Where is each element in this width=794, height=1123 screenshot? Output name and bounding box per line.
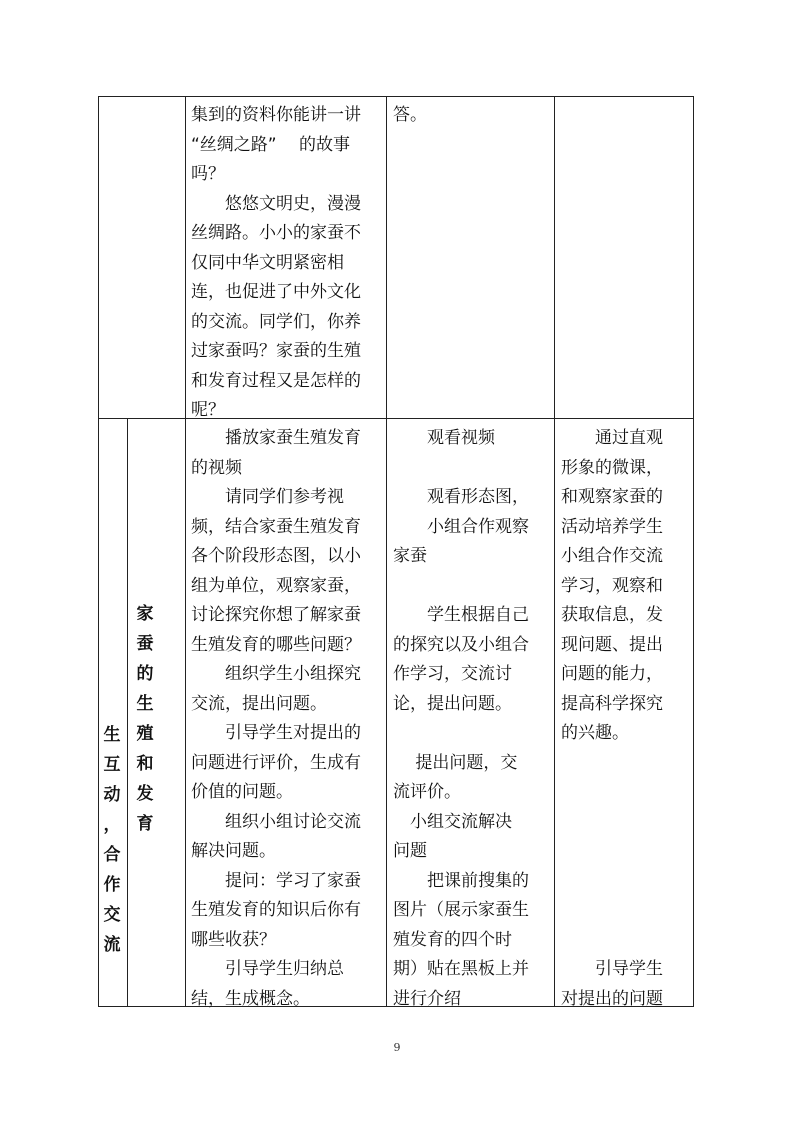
vertical-char: 互: [103, 755, 121, 775]
text-line: 引导学生归纳总: [191, 959, 344, 979]
vertical-char: 动: [103, 785, 121, 805]
text-line: 和观察家蚕的: [561, 487, 663, 507]
vertical-char: 家: [136, 604, 154, 624]
vertical-char: 发: [136, 784, 154, 804]
text-line: 生殖发育的知识后你有: [191, 900, 361, 920]
text-line: 仅同中华文明紧密相: [191, 252, 344, 273]
text-line: 问题的能力，: [561, 664, 663, 684]
text-line: 悠悠文明史，漫漫: [191, 193, 361, 214]
text-line: 组为单位，观察家蚕，: [191, 575, 361, 596]
lesson-table: [98, 96, 694, 1007]
vertical-char: 生: [103, 725, 121, 745]
text-line: 播放家蚕生殖发育: [191, 428, 361, 448]
vertical-char: 殖: [136, 724, 154, 744]
text-line: 现问题、提出: [561, 634, 663, 655]
text-line: 问题进行评价，生成有: [191, 752, 361, 773]
vertical-char: 蚕: [136, 634, 154, 654]
vertical-char: ，: [103, 815, 121, 835]
text-line: 吗？: [191, 164, 225, 184]
text-line: 学习，观察和: [561, 575, 663, 596]
text-line: 结，生成概念。: [191, 988, 310, 1009]
text-line: 问题: [393, 841, 427, 861]
text-line: 引导学生对提出的: [191, 723, 361, 743]
text-line: 观看形态图，: [393, 487, 529, 507]
text-line: 提问：学习了家蚕: [191, 870, 361, 891]
text-line: 组织学生小组探究: [191, 664, 361, 684]
text-line: [561, 926, 691, 956]
text-line: 活动培养学生: [561, 516, 663, 537]
row2-teacher-activity: [191, 424, 383, 1014]
text-line: 哪些收获？: [191, 929, 276, 950]
text-line: 的视频: [191, 457, 242, 478]
vertical-char: 合: [103, 845, 121, 865]
text-line: 获取信息，发: [561, 605, 663, 625]
text-line: 家蚕: [393, 546, 427, 566]
text-line: 把课前搜集的: [393, 870, 529, 891]
text-line: [561, 837, 691, 867]
text-line: 提高科学探究: [561, 693, 663, 714]
text-line: 连，也促进了中外文化: [191, 282, 361, 302]
row2-design-intent: [561, 424, 691, 1014]
text-line: 论，提出问题。: [393, 693, 512, 714]
row1-teacher-activity: [191, 101, 383, 426]
row1-student-activity: [393, 101, 551, 131]
row-divider: [99, 418, 693, 419]
text-line: [393, 719, 551, 749]
text-line: [393, 572, 551, 602]
text-line: [561, 896, 691, 926]
text-line: 和发育过程又是怎样的: [191, 370, 361, 391]
text-line: 答。: [393, 105, 427, 125]
text-line: 的交流。同学们，你养: [191, 311, 361, 332]
text-line: [393, 454, 551, 484]
text-line: 的兴趣。: [561, 723, 629, 743]
text-line: 进行介绍: [393, 988, 461, 1009]
text-line: 请同学们参考视: [191, 487, 344, 507]
text-line: 小组合作观察: [393, 516, 529, 537]
text-line: 频，结合家蚕生殖发育: [191, 516, 361, 537]
vertical-char: 育: [136, 814, 154, 834]
text-line: 流评价。: [393, 782, 461, 802]
text-line: 各个阶段形态图，以小: [191, 546, 361, 566]
vertical-char: 作: [103, 875, 121, 895]
text-line: 学生根据自己: [393, 605, 529, 625]
text-line: 小组交流解决: [393, 811, 512, 832]
text-line: [561, 808, 691, 838]
vertical-char: 的: [136, 664, 154, 684]
row2-stage-label: [101, 720, 123, 960]
text-line: 观看视频: [393, 428, 495, 448]
text-line: 期）贴在黑板上并: [393, 959, 529, 979]
vertical-char: 和: [136, 754, 154, 774]
col-divider-2: [386, 97, 387, 1006]
vertical-char: 流: [103, 935, 121, 955]
text-line: [561, 778, 691, 808]
text-line: 的探究以及小组合: [393, 634, 529, 655]
row2-topic-label: [134, 599, 156, 839]
text-line: 殖发育的四个时: [393, 929, 512, 950]
stage-topic-divider: [127, 418, 128, 1006]
text-line: 作学习，交流讨: [393, 664, 512, 684]
text-line: 对提出的问题: [561, 988, 663, 1009]
text-line: 形象的微课，: [561, 457, 663, 478]
text-line: 过家蚕吗？家蚕的生殖: [191, 341, 361, 361]
text-line: 通过直观: [561, 428, 663, 448]
text-line: 引导学生: [561, 959, 663, 979]
col-divider-1: [185, 97, 186, 1006]
text-line: 提出问题，交: [393, 752, 518, 773]
text-line: 价值的问题。: [191, 782, 293, 802]
text-line: 讨论探究你想了解家蚕: [191, 605, 361, 625]
text-line: 小组合作交流: [561, 546, 663, 566]
text-line: “丝绸之路” 的故事: [191, 134, 351, 155]
row2-student-activity: [393, 424, 551, 1014]
text-line: [561, 867, 691, 897]
text-line: 呢？: [191, 400, 225, 420]
text-line: 解决问题。: [191, 841, 276, 861]
text-line: 组织小组讨论交流: [191, 811, 361, 832]
text-line: [561, 749, 691, 779]
text-line: 生殖发育的哪些问题？: [191, 634, 361, 655]
vertical-char: 交: [103, 905, 121, 925]
text-line: 集到的资料你能讲一讲: [191, 105, 361, 125]
page-number: 9: [393, 1041, 401, 1054]
text-line: 图片（展示家蚕生: [393, 900, 529, 920]
vertical-char: 生: [136, 694, 154, 714]
col-divider-3: [554, 97, 555, 1006]
text-line: 丝绸路。小小的家蚕不: [191, 223, 361, 243]
text-line: 交流，提出问题。: [191, 693, 327, 714]
